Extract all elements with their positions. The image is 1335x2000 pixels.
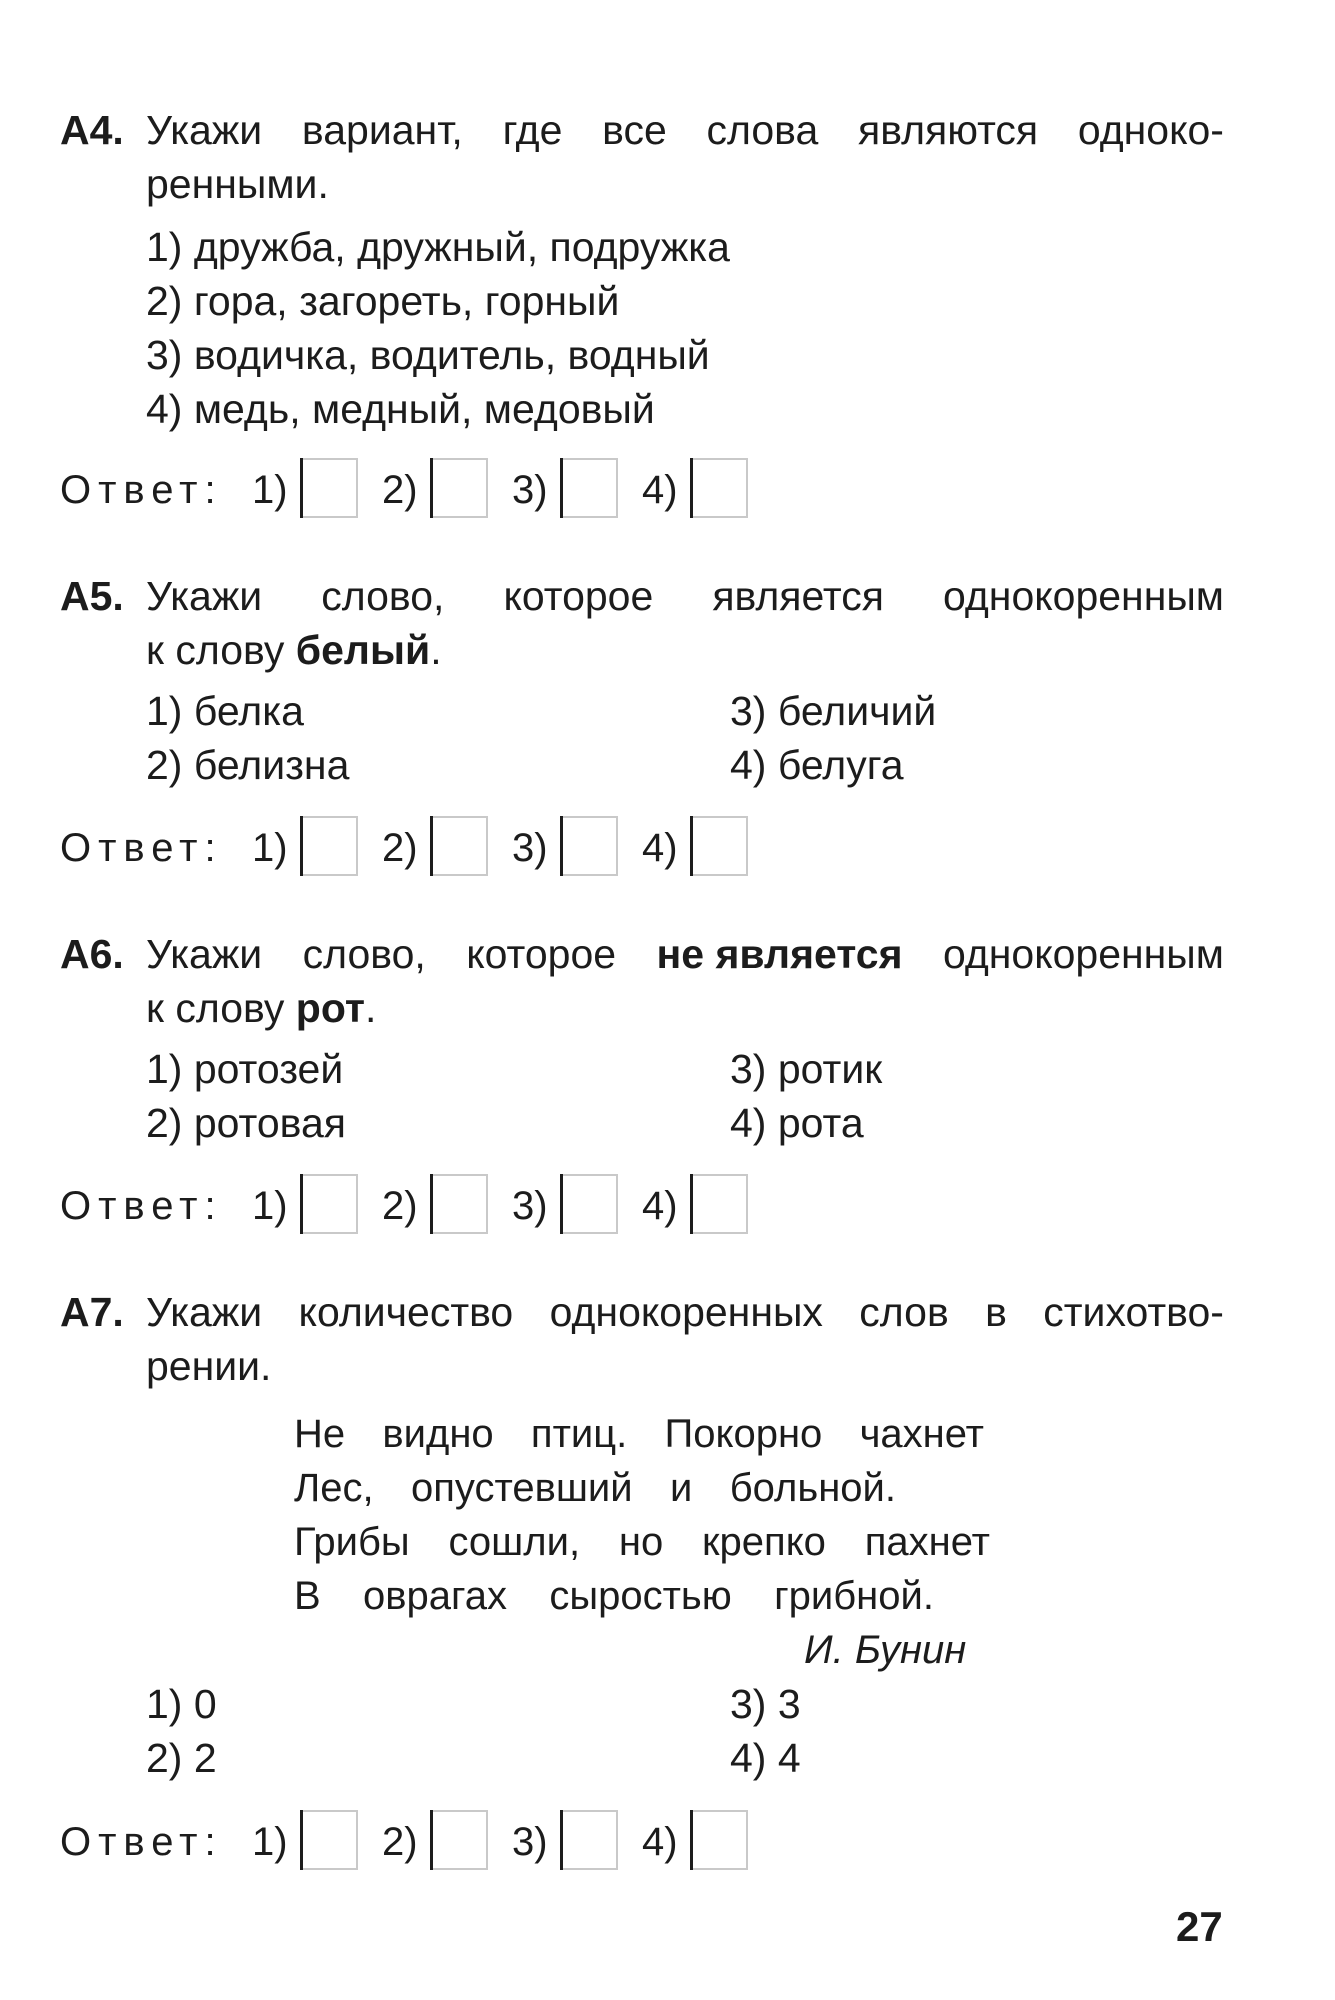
answer-option-label: 2) xyxy=(382,1184,418,1228)
option-1: 1) 0 xyxy=(146,1681,217,1727)
word: которое xyxy=(503,573,654,619)
answer-checkbox-4[interactable] xyxy=(690,458,748,518)
answer-checkbox-3[interactable] xyxy=(560,458,618,518)
word: Не xyxy=(294,1412,346,1456)
answer-checkbox-1[interactable] xyxy=(300,458,358,518)
answer-option-label: 3) xyxy=(512,1184,548,1228)
answer-option-label: 1) xyxy=(252,1820,288,1864)
word: Укажи xyxy=(146,931,263,977)
answer-label: Ответ: xyxy=(60,468,223,512)
answer-option-label: 3) xyxy=(512,1820,548,1864)
question-text-line2: ренными. xyxy=(146,161,329,207)
word: однокоренным xyxy=(942,573,1224,619)
word: опустевший xyxy=(411,1466,633,1510)
word: количество xyxy=(298,1289,514,1335)
word: крепко xyxy=(702,1520,826,1564)
answer-row-a4 xyxy=(60,458,760,520)
answer-option-label: 1) xyxy=(252,468,288,512)
question-text-line2: рении. xyxy=(146,1343,272,1389)
question-number: А6. xyxy=(60,931,124,977)
word: птиц. xyxy=(530,1412,628,1456)
question-text-line1 xyxy=(146,573,1224,619)
option-2: 2) ротовая xyxy=(146,1100,346,1146)
word: однокоренным xyxy=(942,931,1224,977)
word: где xyxy=(502,107,563,153)
answer-checkbox-2[interactable] xyxy=(430,1174,488,1234)
question-text-line2 xyxy=(146,985,377,1031)
word: является xyxy=(712,573,884,619)
option-4: 4) рота xyxy=(730,1100,864,1146)
word: видно xyxy=(382,1412,494,1456)
answer-option-label: 3) xyxy=(512,826,548,870)
word: больной. xyxy=(729,1466,896,1510)
option-2: 2) гора, загореть, горный xyxy=(146,278,620,324)
question-text-line1 xyxy=(146,931,1224,977)
word: Укажи xyxy=(146,107,263,153)
word: грибной. xyxy=(774,1574,934,1618)
word: Укажи xyxy=(146,1289,263,1335)
answer-row-a7 xyxy=(60,1810,760,1872)
option-3: 3) водичка, водитель, водный xyxy=(146,332,710,378)
word: чахнет xyxy=(859,1412,984,1456)
word: и xyxy=(670,1466,693,1510)
option-4: 4) медь, медный, медовый xyxy=(146,386,655,432)
word: являются xyxy=(858,107,1039,153)
answer-checkbox-3[interactable] xyxy=(560,1174,618,1234)
target-word: рот xyxy=(295,985,365,1031)
answer-checkbox-3[interactable] xyxy=(560,1810,618,1870)
answer-checkbox-2[interactable] xyxy=(430,458,488,518)
answer-label: Ответ: xyxy=(60,1820,223,1864)
answer-option-label: 1) xyxy=(252,826,288,870)
word: однокоренных xyxy=(549,1289,823,1335)
answer-option-label: 2) xyxy=(382,826,418,870)
answer-row-a5 xyxy=(60,816,760,878)
answer-checkbox-1[interactable] xyxy=(300,816,358,876)
poem-line xyxy=(294,1414,984,1454)
answer-checkbox-2[interactable] xyxy=(430,816,488,876)
word: в xyxy=(985,1289,1007,1335)
word: Укажи xyxy=(146,573,263,619)
emphasis-text: не является xyxy=(656,931,903,977)
word: но xyxy=(618,1520,664,1564)
word: Грибы xyxy=(294,1520,410,1564)
answer-option-label: 4) xyxy=(642,1184,678,1228)
poem-author: И. Бунин xyxy=(804,1628,967,1672)
page-number: 27 xyxy=(1176,1903,1223,1950)
target-word: белый xyxy=(295,627,431,673)
option-1: 1) дружба, дружный, подружка xyxy=(146,224,730,270)
option-3: 3) ротик xyxy=(730,1046,883,1092)
answer-label: Ответ: xyxy=(60,826,223,870)
word: слова xyxy=(706,107,819,153)
text: . xyxy=(430,627,442,673)
answer-checkbox-2[interactable] xyxy=(430,1810,488,1870)
answer-option-label: 4) xyxy=(642,1820,678,1864)
word: сыростью xyxy=(549,1574,732,1618)
answer-checkbox-3[interactable] xyxy=(560,816,618,876)
poem-line xyxy=(294,1522,990,1562)
option-2: 2) 2 xyxy=(146,1735,217,1781)
option-4: 4) 4 xyxy=(730,1735,801,1781)
answer-checkbox-1[interactable] xyxy=(300,1174,358,1234)
answer-row-a6 xyxy=(60,1174,760,1236)
word: одноко- xyxy=(1077,107,1224,153)
word: слово, xyxy=(302,931,426,977)
answer-checkbox-4[interactable] xyxy=(690,1810,748,1870)
word: слово, xyxy=(321,573,445,619)
answer-checkbox-4[interactable] xyxy=(690,816,748,876)
question-text-line1 xyxy=(146,1289,1224,1335)
option-3: 3) 3 xyxy=(730,1681,801,1727)
question-number: А4. xyxy=(60,107,124,153)
option-4: 4) белуга xyxy=(730,742,904,788)
answer-option-label: 3) xyxy=(512,468,548,512)
option-1: 1) белка xyxy=(146,688,304,734)
answer-option-label: 2) xyxy=(382,468,418,512)
text: к слову xyxy=(146,985,296,1031)
answer-checkbox-1[interactable] xyxy=(300,1810,358,1870)
option-3: 3) беличий xyxy=(730,688,937,734)
answer-option-label: 4) xyxy=(642,826,678,870)
word: В xyxy=(294,1574,321,1618)
answer-label: Ответ: xyxy=(60,1184,223,1228)
question-number: А7. xyxy=(60,1289,124,1335)
question-text-line1 xyxy=(146,107,1224,153)
option-2: 2) белизна xyxy=(146,742,350,788)
word: все xyxy=(602,107,667,153)
word: пахнет xyxy=(864,1520,990,1564)
text: . xyxy=(364,985,377,1031)
word: слов xyxy=(859,1289,949,1335)
answer-option-label: 1) xyxy=(252,1184,288,1228)
question-text-line2 xyxy=(146,627,442,673)
answer-option-label: 4) xyxy=(642,468,678,512)
word: Лес, xyxy=(294,1466,374,1510)
answer-option-label: 2) xyxy=(382,1820,418,1864)
word: оврагах xyxy=(363,1574,507,1618)
word: которое xyxy=(466,931,617,977)
poem-line xyxy=(294,1468,896,1508)
word: вариант, xyxy=(301,107,463,153)
question-number: А5. xyxy=(60,573,124,619)
poem-line xyxy=(294,1576,934,1616)
word: Покорно xyxy=(664,1412,823,1456)
option-1: 1) ротозей xyxy=(146,1046,344,1092)
word: сошли, xyxy=(448,1520,581,1564)
word: стихотво- xyxy=(1043,1289,1224,1335)
answer-checkbox-4[interactable] xyxy=(690,1174,748,1234)
text: к слову xyxy=(146,627,296,673)
